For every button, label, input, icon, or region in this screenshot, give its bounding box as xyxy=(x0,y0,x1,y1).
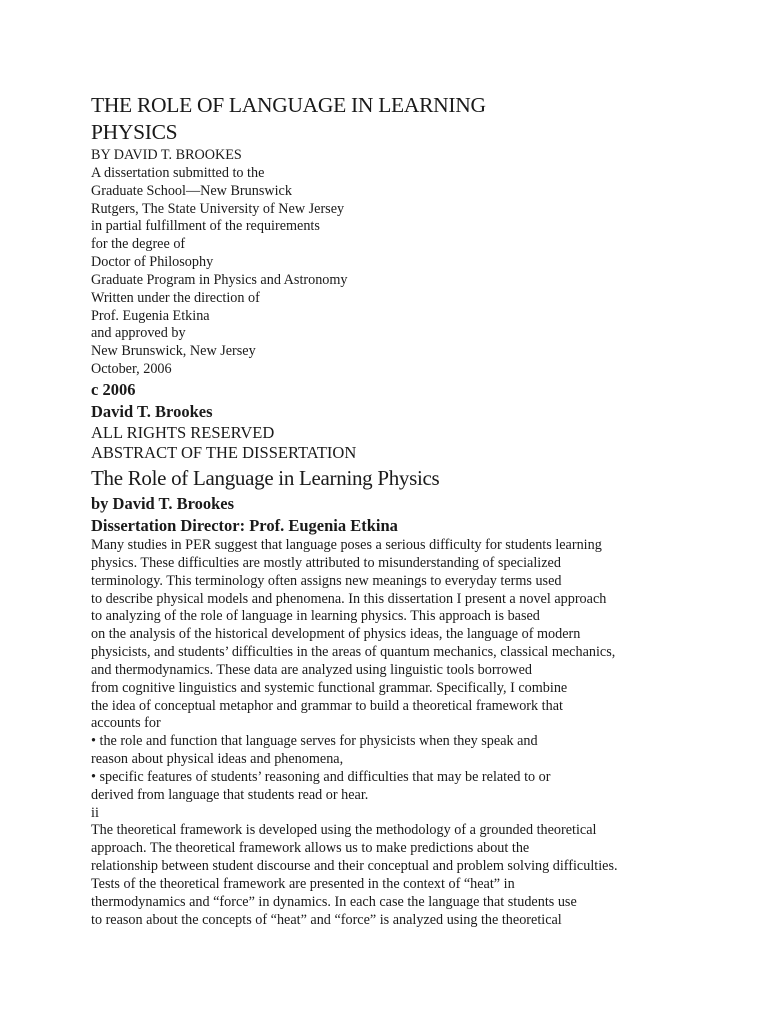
abstract-heading: ABSTRACT OF THE DISSERTATION xyxy=(91,442,357,462)
front-matter-line: Doctor of Philosophy xyxy=(91,254,214,271)
front-matter-line: and approved by xyxy=(91,325,186,342)
abstract-line: the idea of conceptual metaphor and grammar to build a theoretical framework that xyxy=(91,697,563,714)
front-matter-line: October, 2006 xyxy=(91,361,172,378)
copyright-year: c 2006 xyxy=(91,379,136,399)
abstract-line: The theoretical framework is developed using the methodology of a grounded theoretical xyxy=(91,822,597,839)
document-page xyxy=(91,92,691,930)
abstract-line: accounts for xyxy=(91,715,161,732)
abstract-line: thermodynamics and “force” in dynamics. In each case the language that students use xyxy=(91,893,577,910)
front-matter xyxy=(91,147,691,379)
abstract-line: Many studies in PER suggest that language poses a serious difficulty for students learning xyxy=(91,536,602,553)
abstract-author: by David T. Brookes xyxy=(91,493,235,513)
front-matter-line: Graduate Program in Physics and Astronomy xyxy=(91,271,348,288)
abstract-line: on the analysis of the historical development of physics ideas, the language of modern xyxy=(91,626,581,643)
abstract-director: Dissertation Director: Prof. Eugenia Etkina xyxy=(91,515,398,535)
bullet-item: • the role and function that language serves for physicists when they speak and xyxy=(91,733,538,750)
abstract-line: derived from language that students read or hear. xyxy=(91,786,369,803)
page-number: ii xyxy=(91,804,99,821)
abstract-body xyxy=(91,537,691,930)
abstract-line: relationship between student discourse and their conceptual and problem solving difficulties. xyxy=(91,858,618,875)
abstract-line: Tests of the theoretical framework are presented in the context of “heat” in xyxy=(91,876,515,892)
abstract-line: to reason about the concepts of “heat” and “force” is analyzed using the theoretical xyxy=(91,911,562,928)
abstract-line: physicists, and students’ difficulties in the areas of quantum mechanics, classical mechanics, xyxy=(91,644,616,661)
front-matter-line: Written under the direction of xyxy=(91,289,260,306)
title-line-1: THE ROLE OF LANGUAGE IN LEARNING xyxy=(91,93,486,117)
abstract-line: and thermodynamics. These data are analyzed using linguistic tools borrowed xyxy=(91,661,533,678)
front-matter-line: Prof. Eugenia Etkina xyxy=(91,307,210,324)
front-matter-line: in partial fulfillment of the requirements xyxy=(91,218,320,235)
abstract-line: to describe physical models and phenomena. In this dissertation I present a novel approach xyxy=(91,590,607,607)
abstract-line: physics. These difficulties are mostly attributed to misunderstanding of specialized xyxy=(91,554,561,571)
front-matter-line: New Brunswick, New Jersey xyxy=(91,343,256,360)
copyright-holder: David T. Brookes xyxy=(91,401,213,421)
front-matter-line: Rutgers, The State University of New Jersey xyxy=(91,200,345,217)
front-matter-line: for the degree of xyxy=(91,236,186,253)
abstract-line: from cognitive linguistics and systemic functional grammar. Specifically, I combine xyxy=(91,679,568,696)
abstract-line: terminology. This terminology often assigns new meanings to everyday terms used xyxy=(91,572,562,589)
abstract-line: to analyzing of the role of language in learning physics. This approach is based xyxy=(91,608,540,625)
abstract-line: approach. The theoretical framework allows us to make predictions about the xyxy=(91,840,530,857)
abstract-title: The Role of Language in Learning Physics xyxy=(91,465,440,490)
rights-notice: ALL RIGHTS RESERVED xyxy=(91,422,275,442)
front-matter-line: Graduate School—New Brunswick xyxy=(91,182,292,199)
abstract-line: reason about physical ideas and phenomena, xyxy=(91,751,344,768)
front-matter-line: BY DAVID T. BROOKES xyxy=(91,147,242,163)
dissertation-title xyxy=(91,92,691,146)
front-matter-line: A dissertation submitted to the xyxy=(91,164,265,181)
bullet-item: • specific features of students’ reasoning and difficulties that may be related to or xyxy=(91,768,551,785)
title-line-2: PHYSICS xyxy=(91,120,178,144)
